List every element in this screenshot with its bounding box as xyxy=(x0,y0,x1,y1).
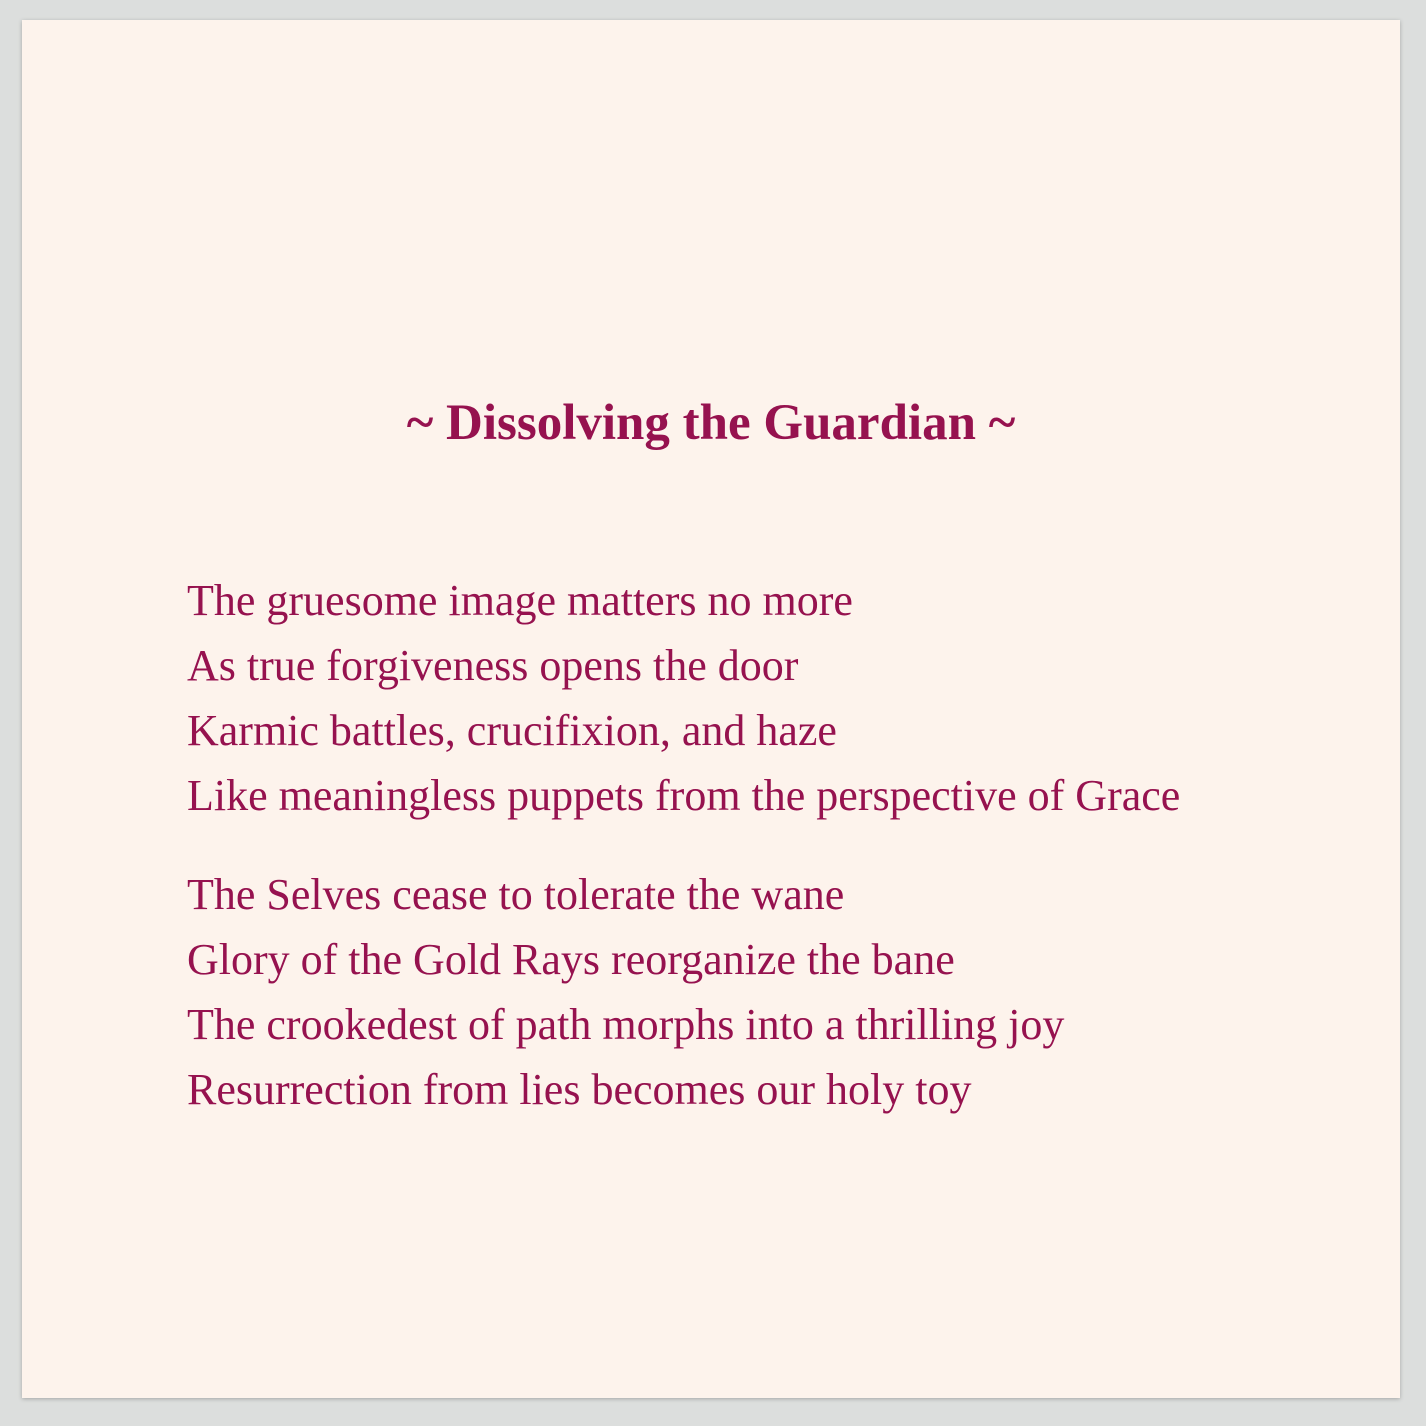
stanza-1 xyxy=(187,568,1180,828)
poem-line: Glory of the Gold Rays reorganize the bane xyxy=(187,935,955,984)
poem-page xyxy=(22,20,1400,1398)
poem-line: Resurrection from lies becomes our holy toy xyxy=(187,1065,972,1114)
stanza-2 xyxy=(187,862,1064,1122)
poem-line: The Selves cease to tolerate the wane xyxy=(187,870,845,919)
poem-line: The crookedest of path morphs into a thrilling joy xyxy=(187,1000,1065,1049)
poem-line: Like meaningless puppets from the perspective of Grace xyxy=(187,771,1181,820)
poem-line: The gruesome image matters no more xyxy=(187,576,853,625)
poem-line: As true forgiveness opens the door xyxy=(187,641,799,690)
poem-line: Karmic battles, crucifixion, and haze xyxy=(187,706,837,755)
poem-title: ~ Dissolving the Guardian ~ xyxy=(406,395,1016,451)
